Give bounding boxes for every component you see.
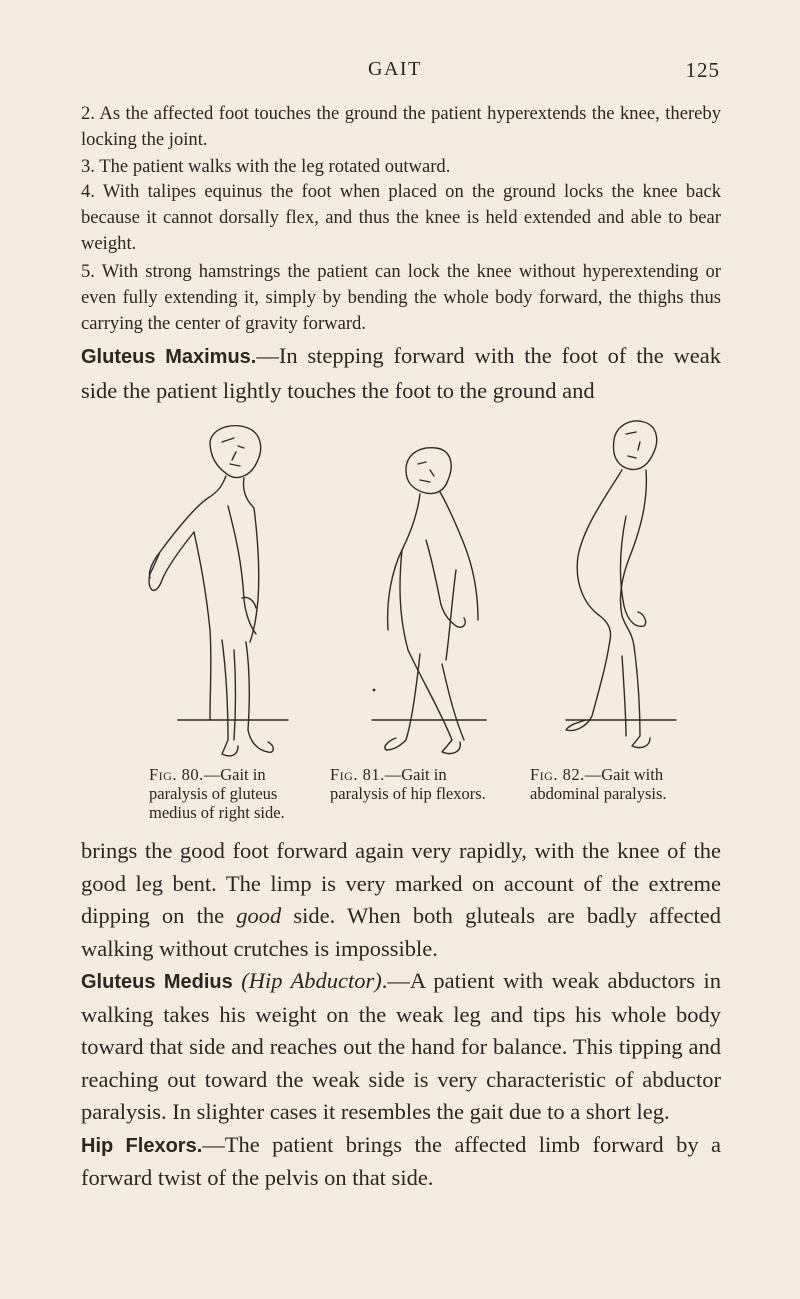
- figure-label: Fig. 82.: [530, 765, 585, 784]
- section-heading: Hip Flexors.: [81, 1134, 203, 1157]
- hip-flexors-paragraph: [81, 1129, 721, 1195]
- section-heading: Gluteus Maximus.: [81, 346, 257, 368]
- gluteus-maximus-continuation: [81, 835, 721, 965]
- emphasis: good: [236, 903, 282, 928]
- figure-80-caption: [149, 765, 309, 822]
- main-body: [81, 835, 721, 1195]
- figure-81-illustration: [356, 440, 496, 760]
- caption-text: —Gait in paralysis of hip flexors.: [330, 765, 486, 803]
- paragraph-text: side. When both gluteals are badly affected walking without crutches is impossible.: [81, 903, 722, 961]
- figure-80-illustration: [138, 420, 298, 760]
- figure-82-illustration: [556, 416, 686, 760]
- list-item: 3. The patient walks with the leg rotated outward.: [81, 156, 451, 177]
- section-heading: Gluteus Medius: [81, 971, 233, 993]
- paragraph-text: brings the good foot forward again very rapidly, with the knee of the good leg bent. The limp is very marked on account of the extreme dipping on the: [81, 838, 721, 928]
- chapter-title: GAIT: [368, 58, 422, 80]
- section-subtitle: (Hip Abductor): [241, 968, 382, 993]
- paragraph-text: —The patient brings the affected limb forward by a forward twist of the pelvis on that side.: [81, 1131, 721, 1190]
- list-item: 4. With talipes equinus the foot when placed on the ground locks the knee back because it cannot dorsally flex, and thus the knee is held extended and able to bear weight.: [81, 181, 721, 254]
- gluteus-medius-paragraph: [81, 965, 721, 1129]
- figure-81-caption: [330, 765, 500, 803]
- running-head: [0, 58, 800, 88]
- figure-label: Fig. 81.: [330, 765, 385, 784]
- paragraph-text: —In stepping forward with the foot of the weak side the patient lightly touches the foot to the ground and: [81, 343, 721, 403]
- list-item: 5. With strong hamstrings the patient can lock the knee without hyperextending or even fully extending it, simply by bending the whole body forward, the thighs thus carrying the center of gravity forward.: [81, 261, 721, 334]
- paragraph-text: .—A patient with weak abductors in walking takes his weight on the weak leg and tips his whole body toward that side and reaches out the hand for balance. This tipping and reaching out toward the weak side is very characteristic of abductor paralysis. In slighter cases it resembles the gait due to a short leg.: [81, 968, 721, 1124]
- figure-82-caption: [530, 765, 690, 803]
- caption-text: —Gait with abdominal paralysis.: [530, 765, 667, 803]
- gluteus-maximus-paragraph: [81, 339, 721, 407]
- caption-text: —Gait in paralysis of gluteus medius of right side.: [149, 765, 285, 822]
- figure-label: Fig. 80.: [149, 765, 204, 784]
- page-number: 125: [685, 58, 720, 82]
- list-item: 2. As the affected foot touches the ground the patient hyperextends the knee, thereby locking the joint.: [81, 103, 721, 150]
